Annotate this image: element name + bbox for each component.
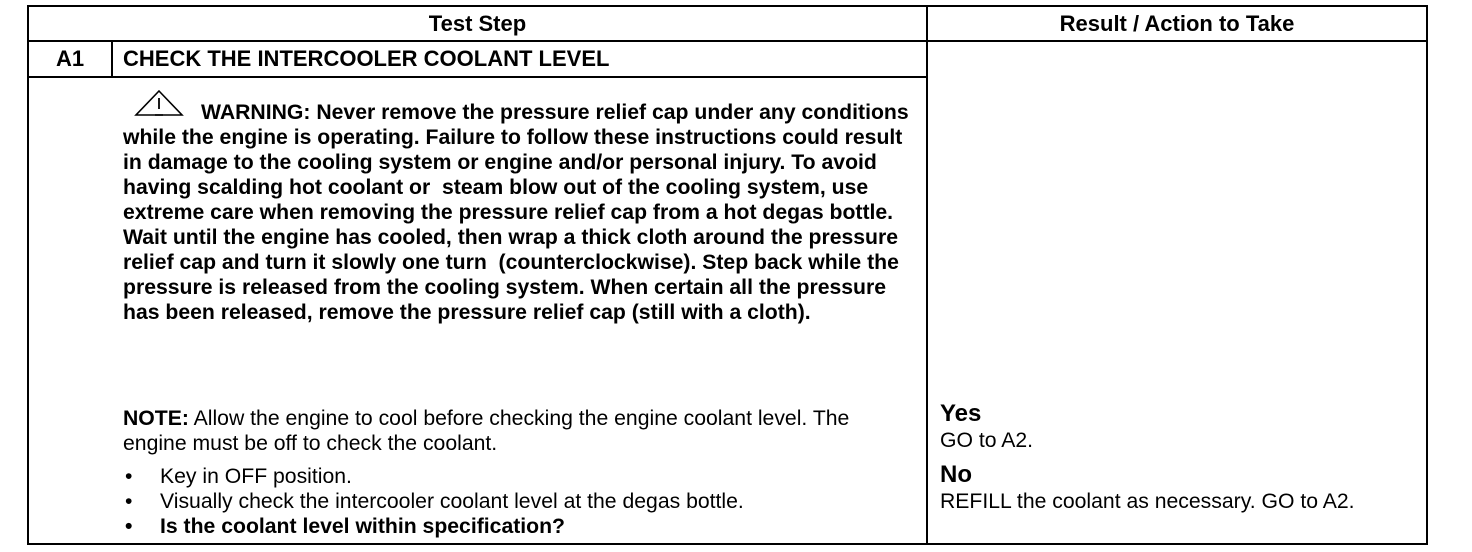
list-item-text: Key in OFF position. (160, 465, 352, 488)
result-yes-action: GO to A2. (940, 429, 1034, 452)
check-list (123, 464, 918, 539)
warning-text: WARNING: Never remove the pressure relief cap under any conditions while the engine is operating. Failure to follow these instructions could result in damage to the cooling system or engine and/or personal injury. To avoid having scalding hot coolant or steam blow out of the cooling system, use extreme care when removing the pressure relief cap from a hot degas bottle. Wait until the engine has cooled, then wrap a thick cloth around the pressure relief cap and turn it slowly one turn (counterclockwise). Step back while the pressure is released from the cooling system. When certain all the pressure has been released, remove the pressure relief cap (still with a cloth). (123, 101, 915, 324)
list-item (123, 464, 918, 489)
result-no-action: REFILL the coolant as necessary. GO to A2. (940, 490, 1355, 513)
header-result-action: Result / Action to Take (1059, 10, 1295, 36)
result-yes-label: Yes (940, 400, 982, 427)
result-no-label: No (940, 461, 972, 488)
column-divider (926, 5, 928, 545)
bullet-marker: • (125, 465, 133, 488)
step-title: CHECK THE INTERCOOLER COOLANT LEVEL (123, 46, 610, 71)
step-id: A1 (55, 46, 85, 71)
list-item-text: Visually check the intercooler coolant level at the degas bottle. (160, 490, 744, 513)
note (123, 406, 918, 456)
note-body: Allow the engine to cool before checking the engine coolant level. The engine must be off to check the coolant. (123, 407, 856, 455)
list-item-question (123, 514, 918, 539)
bullet-marker: • (125, 490, 133, 513)
list-item (123, 489, 918, 514)
result-no (940, 461, 1410, 514)
header-test-step: Test Step (428, 10, 527, 36)
result-yes (940, 400, 1410, 453)
step-id-divider (111, 41, 113, 77)
note-label: NOTE: (123, 407, 189, 430)
step-divider (27, 76, 928, 78)
bullet-marker: • (125, 515, 133, 538)
list-item-text: Is the coolant level within specification? (160, 515, 565, 538)
